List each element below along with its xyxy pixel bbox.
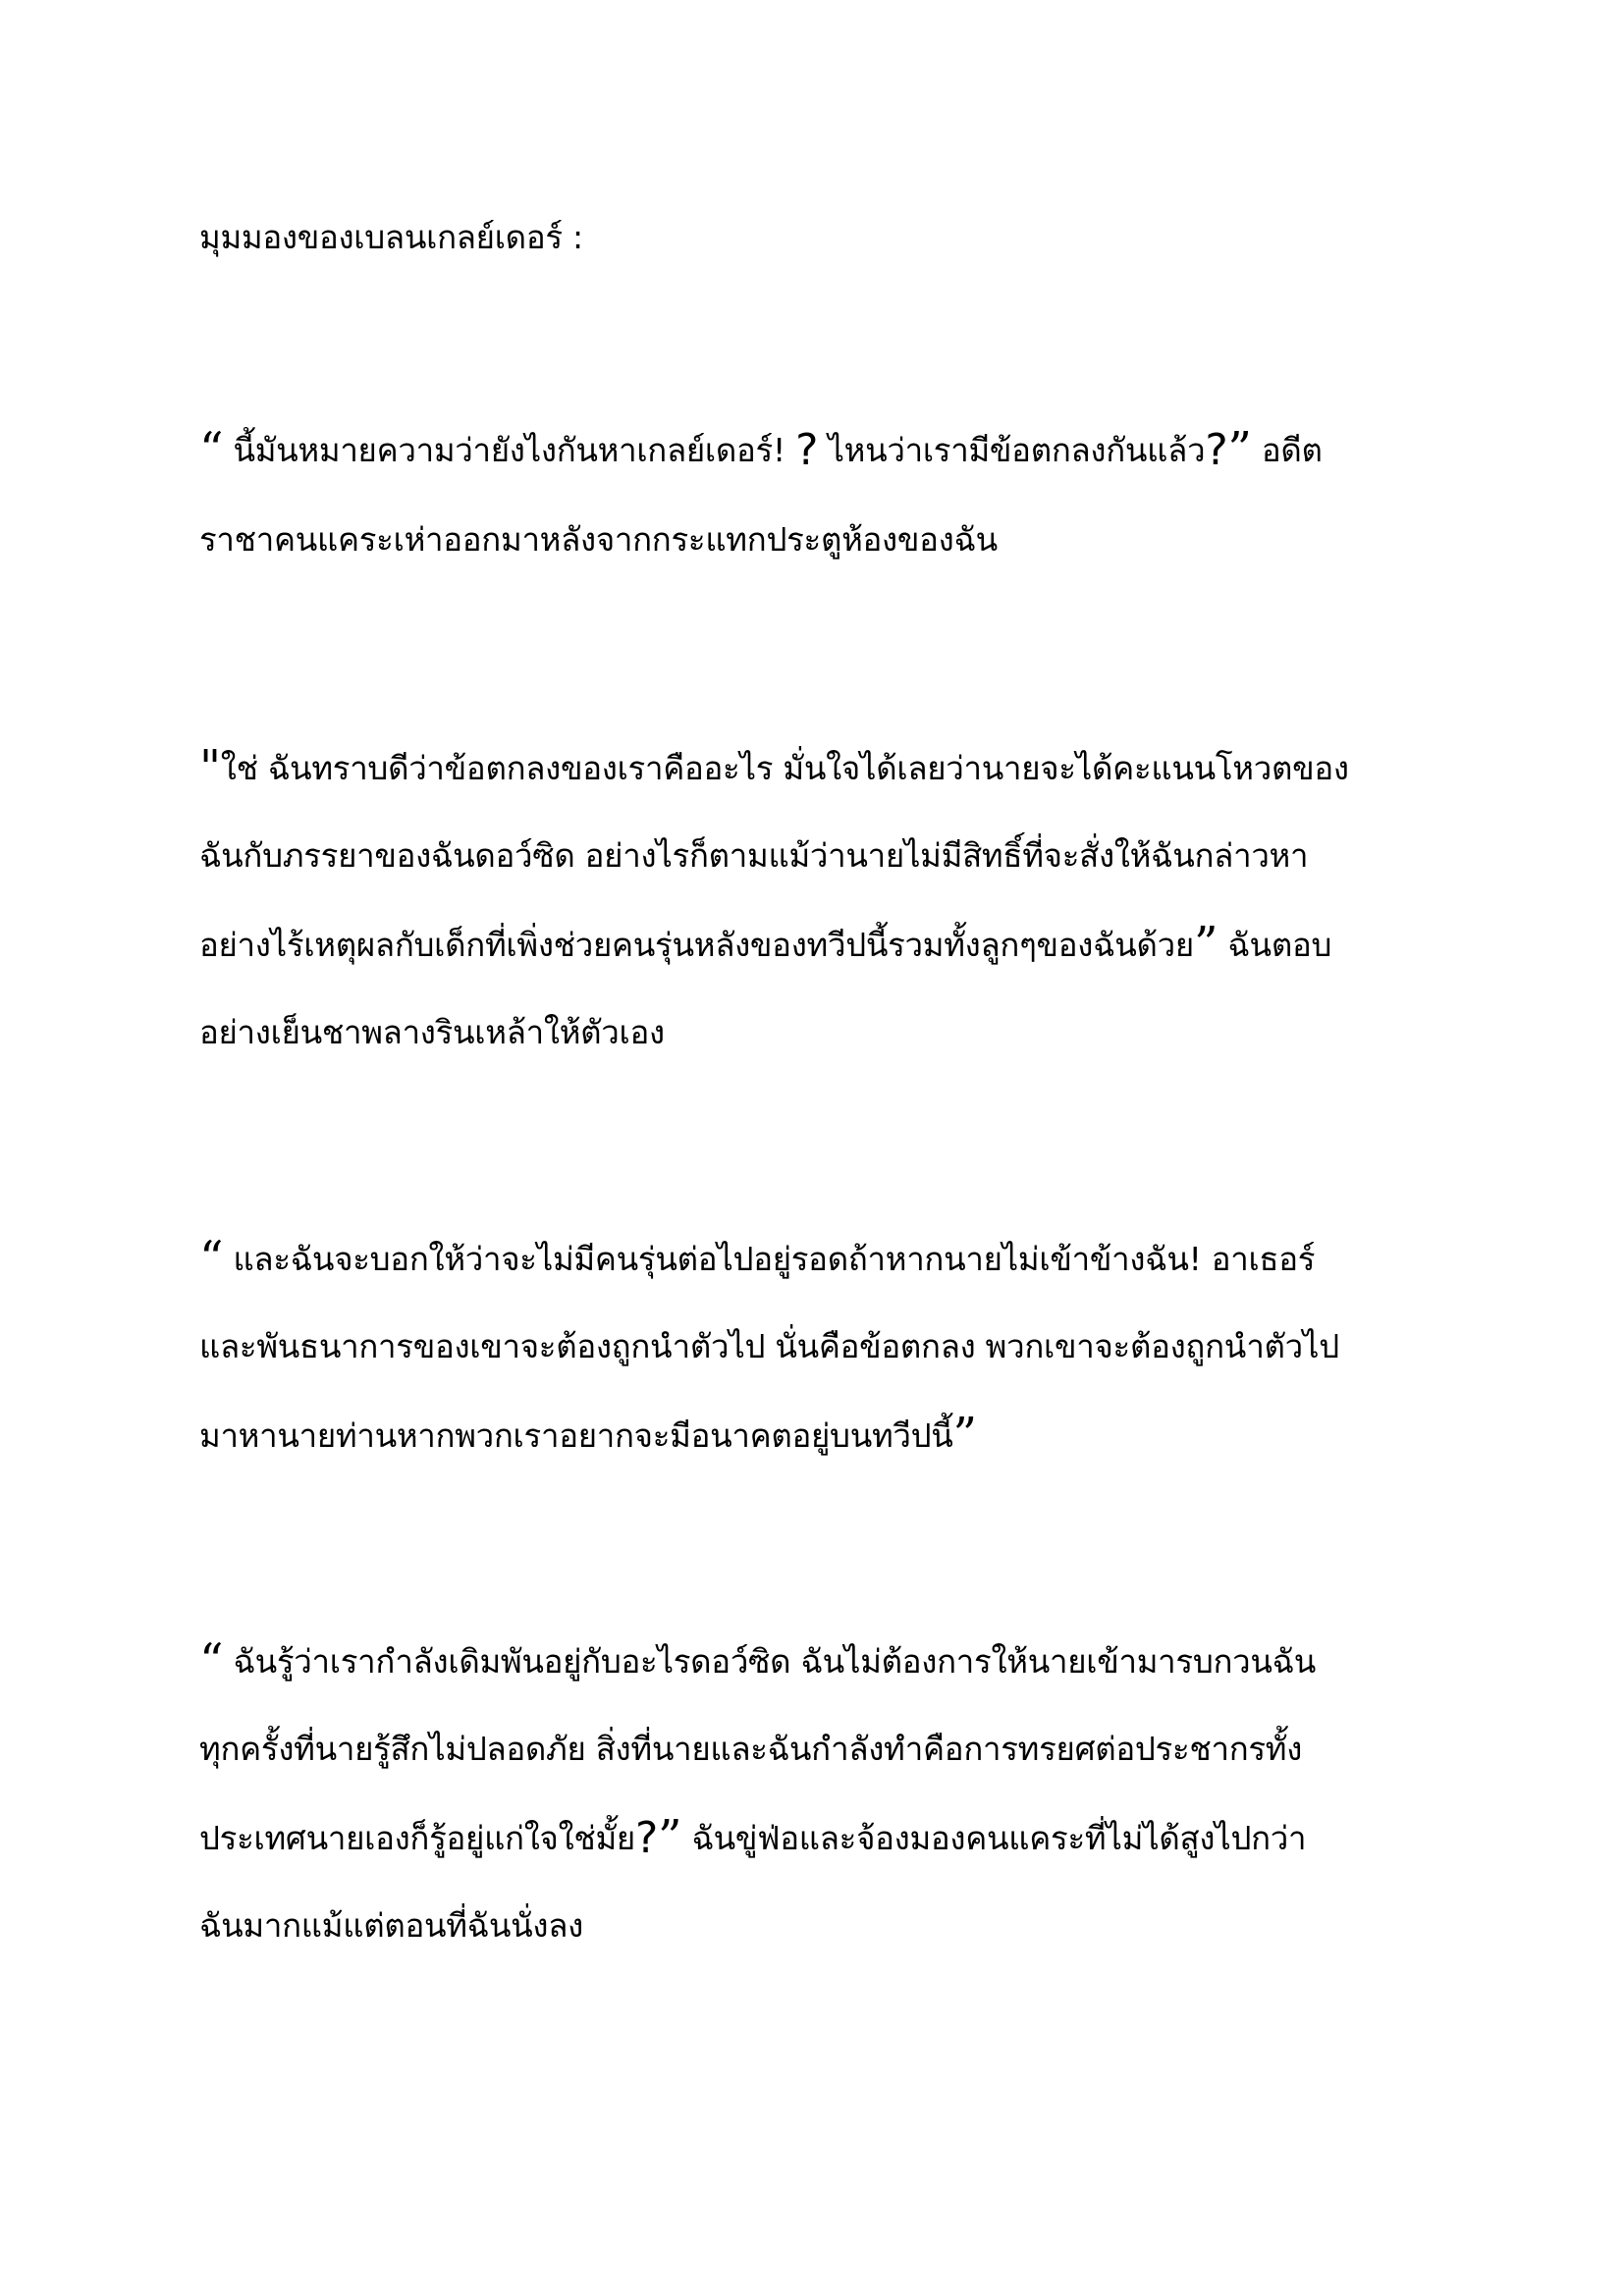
question-mark: ?: [634, 1813, 659, 1863]
line-text: มาหานายท่านหากพวกเราอยากจะมีอนาคตอยู่บนทวีปนี้: [199, 1416, 953, 1455]
heading: [199, 218, 583, 265]
line-text: ไหนว่าเรามีข้อตกลงกันแล้ว: [818, 431, 1206, 469]
line-text: อย่างเย็นชาพลางรินเหล้าให้ตัวเอง: [199, 1013, 665, 1051]
paragraph-3-line-2: [199, 1327, 1339, 1374]
close-quote: ”: [658, 1810, 682, 1865]
paragraph-2-line-3: [199, 917, 1332, 972]
line-text: ฉันกับภรรยาของฉันดอว์ซิด อย่างไรก็ตามแม้ว่านายไม่มีสิทธิ์ที่จะสั่งให้ฉันกล่าวหา: [199, 836, 1309, 875]
line-text: อย่างไร้เหตุผลกับเด็กที่เพิ่งช่วยคนรุ่นหลังของทวีปนี้รวมทั้งลูกๆของฉันด้วย: [199, 926, 1194, 964]
line-text: และฉันจะบอกให้ว่าจะไม่มีคนรุ่นต่อไปอยู่รอดถ้าหากนายไม่เข้าข้างฉัน! อาเธอร์: [223, 1240, 1316, 1278]
line-text: ฉันมากแม้แต่ตอนที่ฉันนั่งลง: [199, 1906, 583, 1945]
line-text: ฉันขู่ฟ่อและจ้องมองคนแคระที่ไม่ได้สูงไปกว่า: [681, 1819, 1307, 1857]
paragraph-3-line-1: [199, 1231, 1316, 1286]
paragraph-2-line-4: [199, 1013, 665, 1060]
paragraph-1-line-1: [199, 422, 1323, 477]
paragraph-2-line-1: [199, 740, 1349, 795]
line-text: ฉันตอบ: [1218, 926, 1332, 964]
line-text: ฉันรู้ว่าเรากำลังเดิมพันอยู่กับอะไรดอว์ซิด ฉันไม่ต้องการให้นายเข้ามารบกวนฉัน: [223, 1642, 1317, 1681]
open-quote: “: [199, 1231, 224, 1286]
line-text: อดีต: [1251, 431, 1323, 469]
open-quote: ": [199, 740, 221, 795]
question-mark: ?: [795, 425, 819, 475]
close-quote: ”: [1193, 917, 1218, 972]
paragraph-4-line-2: [199, 1730, 1302, 1777]
open-quote: “: [199, 422, 224, 477]
paragraph-4-line-3: [199, 1810, 1307, 1865]
line-text: และพันธนาการของเขาจะต้องถูกนำตัวไป นั่นคือข้อตกลง พวกเขาจะต้องถูกนำตัวไป: [199, 1327, 1339, 1365]
heading-text: มุมมองของเบลนเกลย์เดอร์ :: [199, 218, 583, 256]
line-text: ประเทศนายเองก็รู้อยู่แก่ใจใช่มั้ย: [199, 1819, 635, 1857]
paragraph-4-line-4: [199, 1906, 583, 1953]
paragraph-2-line-2: [199, 836, 1308, 883]
line-text: ใช่ ฉันทราบดีว่าข้อตกลงของเราคืออะไร มั่นใจได้เลยว่านายจะได้คะแนนโหวตของ: [220, 749, 1349, 787]
close-quote: ”: [1227, 422, 1252, 477]
line-text: นี้มันหมายความว่ายังไงกันหาเกลย์เดอร์!: [223, 431, 796, 469]
line-text: ทุกครั้งที่นายรู้สึกไม่ปลอดภัย สิ่งที่นายและฉันกำลังทำคือการทรยศต่อประชากรทั้ง: [199, 1730, 1303, 1768]
line-text: ราชาคนแคระเห่าออกมาหลังจากกระแทกประตูห้องของฉัน: [199, 520, 998, 559]
close-quote: ”: [952, 1408, 977, 1463]
question-mark: ?: [1205, 425, 1228, 475]
paragraph-4-line-1: [199, 1633, 1317, 1688]
paragraph-1-line-2: [199, 520, 998, 567]
open-quote: “: [199, 1633, 224, 1688]
paragraph-3-line-3: [199, 1408, 977, 1463]
